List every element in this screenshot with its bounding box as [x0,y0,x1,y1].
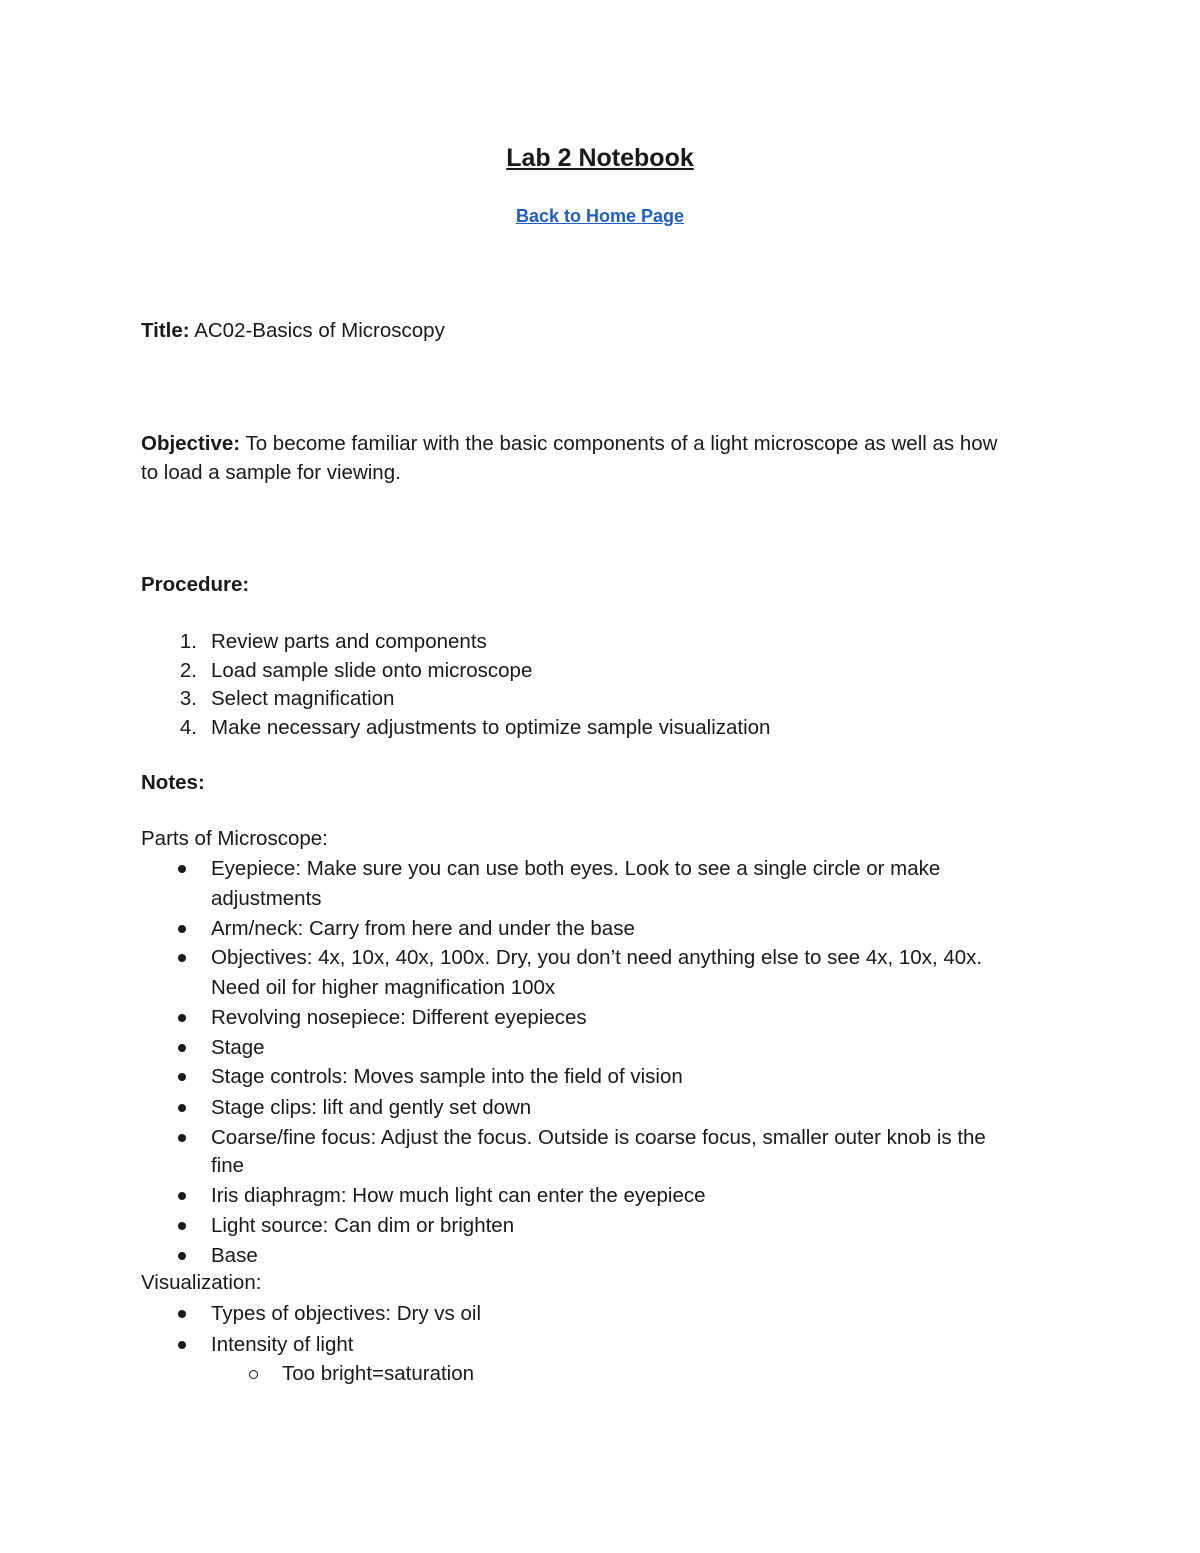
visualization-heading: Visualization: [141,1271,262,1294]
bullet-item [141,854,1051,914]
bullet-text: Revolving nosepiece: Different eyepieces [211,1006,587,1029]
step-number: 1. [179,630,197,653]
step-text: Review parts and components [211,630,487,653]
bullet-icon [178,1192,186,1200]
title-label: Title: [141,319,190,342]
bullet-icon [178,1073,186,1081]
step-number: 4. [179,716,197,739]
bullet-text: Objectives: 4x, 10x, 40x, 100x. Dry, you don’t need anything else to see 4x, 10x, 40x. [211,946,983,969]
bullet-icon [178,865,186,873]
bullet-text: Stage [211,1036,265,1059]
objective-line-1 [141,430,997,458]
bullet-text-cont: Need oil for higher magnification 100x [211,976,556,999]
title-line [141,317,445,345]
notes-label: Notes: [141,771,205,794]
objective-text-1: To become familiar with the basic components of a light microscope as well as how [245,432,998,455]
bullet-text: Coarse/fine focus: Adjust the focus. Outside is coarse focus, smaller outer knob is the [211,1126,986,1149]
bullet-icon [178,1341,186,1349]
bullet-icon [178,1222,186,1230]
bullet-text: Base [211,1244,258,1267]
step-text: Make necessary adjustments to optimize sample visualization [211,716,771,739]
bullet-icon [178,954,186,962]
title-value: AC02-Basics of Microscopy [194,319,445,342]
bullet-text: Eyepiece: Make sure you can use both eyes. Look to see a single circle or make [211,857,941,880]
step-number: 3. [179,687,197,710]
sub-bullet-text: Too bright=saturation [282,1362,475,1385]
bullet-text-cont: adjustments [211,887,322,910]
procedure-label: Procedure: [141,573,250,596]
bullet-item [141,1123,1051,1183]
bullet-text: Intensity of light [211,1333,354,1356]
hollow-bullet-icon [249,1370,258,1379]
bullet-icon [178,1310,186,1318]
bullet-icon [178,1044,186,1052]
bullet-icon [178,1014,186,1022]
bullet-text: Arm/neck: Carry from here and under the base [211,917,635,940]
step-number: 2. [179,659,197,682]
bullet-text: Stage controls: Moves sample into the field of vision [211,1065,683,1088]
bullet-text: Types of objectives: Dry vs oil [211,1302,482,1325]
step-text: Select magnification [211,687,395,710]
bullet-icon [178,1252,186,1260]
parts-heading: Parts of Microscope: [141,827,328,850]
document-title: Lab 2 Notebook [506,144,694,172]
bullet-icon [178,1134,186,1142]
bullet-icon [178,925,186,933]
bullet-text: Light source: Can dim or brighten [211,1214,515,1237]
home-link-row [0,204,1200,228]
bullet-text-cont: fine [211,1154,245,1177]
bullet-text: Iris diaphragm: How much light can enter the eyepiece [211,1184,706,1207]
back-to-home-link[interactable]: Back to Home Page [515,206,685,226]
objective-line-2: to load a sample for viewing. [141,461,401,484]
step-text: Load sample slide onto microscope [211,659,533,682]
bullet-item [141,943,1051,1003]
bullet-text: Stage clips: lift and gently set down [211,1096,532,1119]
objective-label: Objective: [141,432,241,455]
bullet-icon [178,1104,186,1112]
